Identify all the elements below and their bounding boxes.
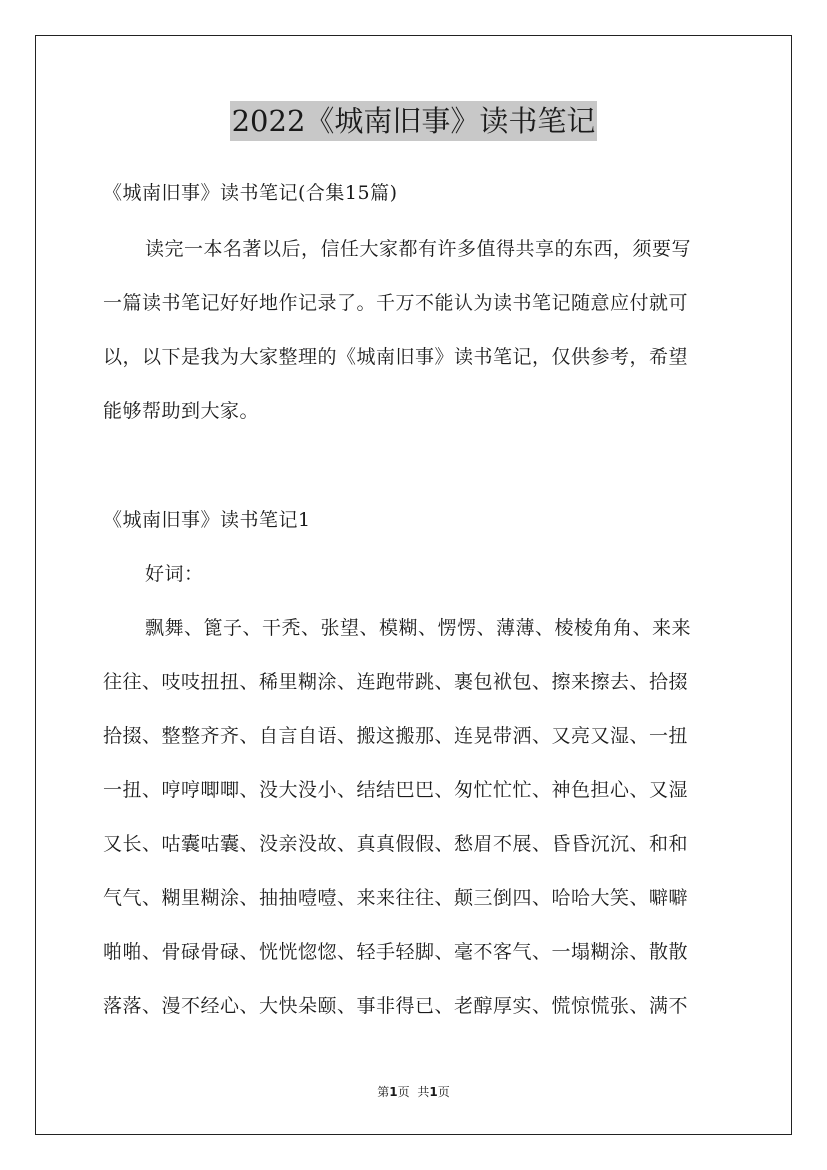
word-line-1: 飘舞、篦子、干秃、张望、模糊、愣愣、薄薄、棱棱角角、来来 xyxy=(145,617,692,639)
intro-line-1: 读完一本名著以后，信任大家都有许多值得共享的东西，须要写 xyxy=(145,238,692,260)
word-line-7: 啪啪、骨碌骨碌、恍恍惚惚、轻手轻脚、毫不客气、一塌糊涂、散散 xyxy=(103,941,689,963)
word-line-8: 落落、漫不经心、大快朵颐、事非得已、老醇厚实、慌惊慌张、满不 xyxy=(103,995,689,1017)
word-line-6: 气气、糊里糊涂、抽抽噎噎、来来往往、颠三倒四、哈哈大笑、噼噼 xyxy=(103,887,689,909)
word-line-2: 往往、吱吱扭扭、稀里糊涂、连跑带跳、裹包袱包、擦来擦去、拾掇 xyxy=(103,671,689,693)
page-footer xyxy=(0,1084,827,1100)
footer-page-unit: 页 xyxy=(397,1085,410,1099)
footer-total-prefix: 共 xyxy=(417,1085,430,1099)
section-heading: 《城南旧事》读书笔记1 xyxy=(103,509,311,531)
good-words-label: 好词： xyxy=(145,563,204,585)
word-line-5: 又长、咕囊咕囊、没亲没故、真真假假、愁眉不展、昏昏沉沉、和和 xyxy=(103,833,689,855)
intro-line-4: 能够帮助到大家。 xyxy=(103,400,260,422)
title-container xyxy=(0,101,827,141)
document-subtitle: 《城南旧事》读书笔记(合集15篇) xyxy=(103,182,398,204)
footer-total-unit: 页 xyxy=(437,1085,450,1099)
footer-page-total: 1 xyxy=(429,1085,438,1099)
word-line-3: 拾掇、整整齐齐、自言自语、搬这搬那、连晃带洒、又亮又湿、一扭 xyxy=(103,725,689,747)
footer-page-current: 1 xyxy=(389,1085,398,1099)
document-title: 2022《城南旧事》读书笔记 xyxy=(230,101,598,141)
word-line-4: 一扭、哼哼唧唧、没大没小、结结巴巴、匆忙忙忙、神色担心、又湿 xyxy=(103,779,689,801)
intro-line-3: 以，以下是我为大家整理的《城南旧事》读书笔记，仅供参考，希望 xyxy=(103,346,689,368)
footer-page-prefix: 第 xyxy=(377,1085,390,1099)
intro-line-2: 一篇读书笔记好好地作记录了。千万不能认为读书笔记随意应付就可 xyxy=(103,292,689,314)
